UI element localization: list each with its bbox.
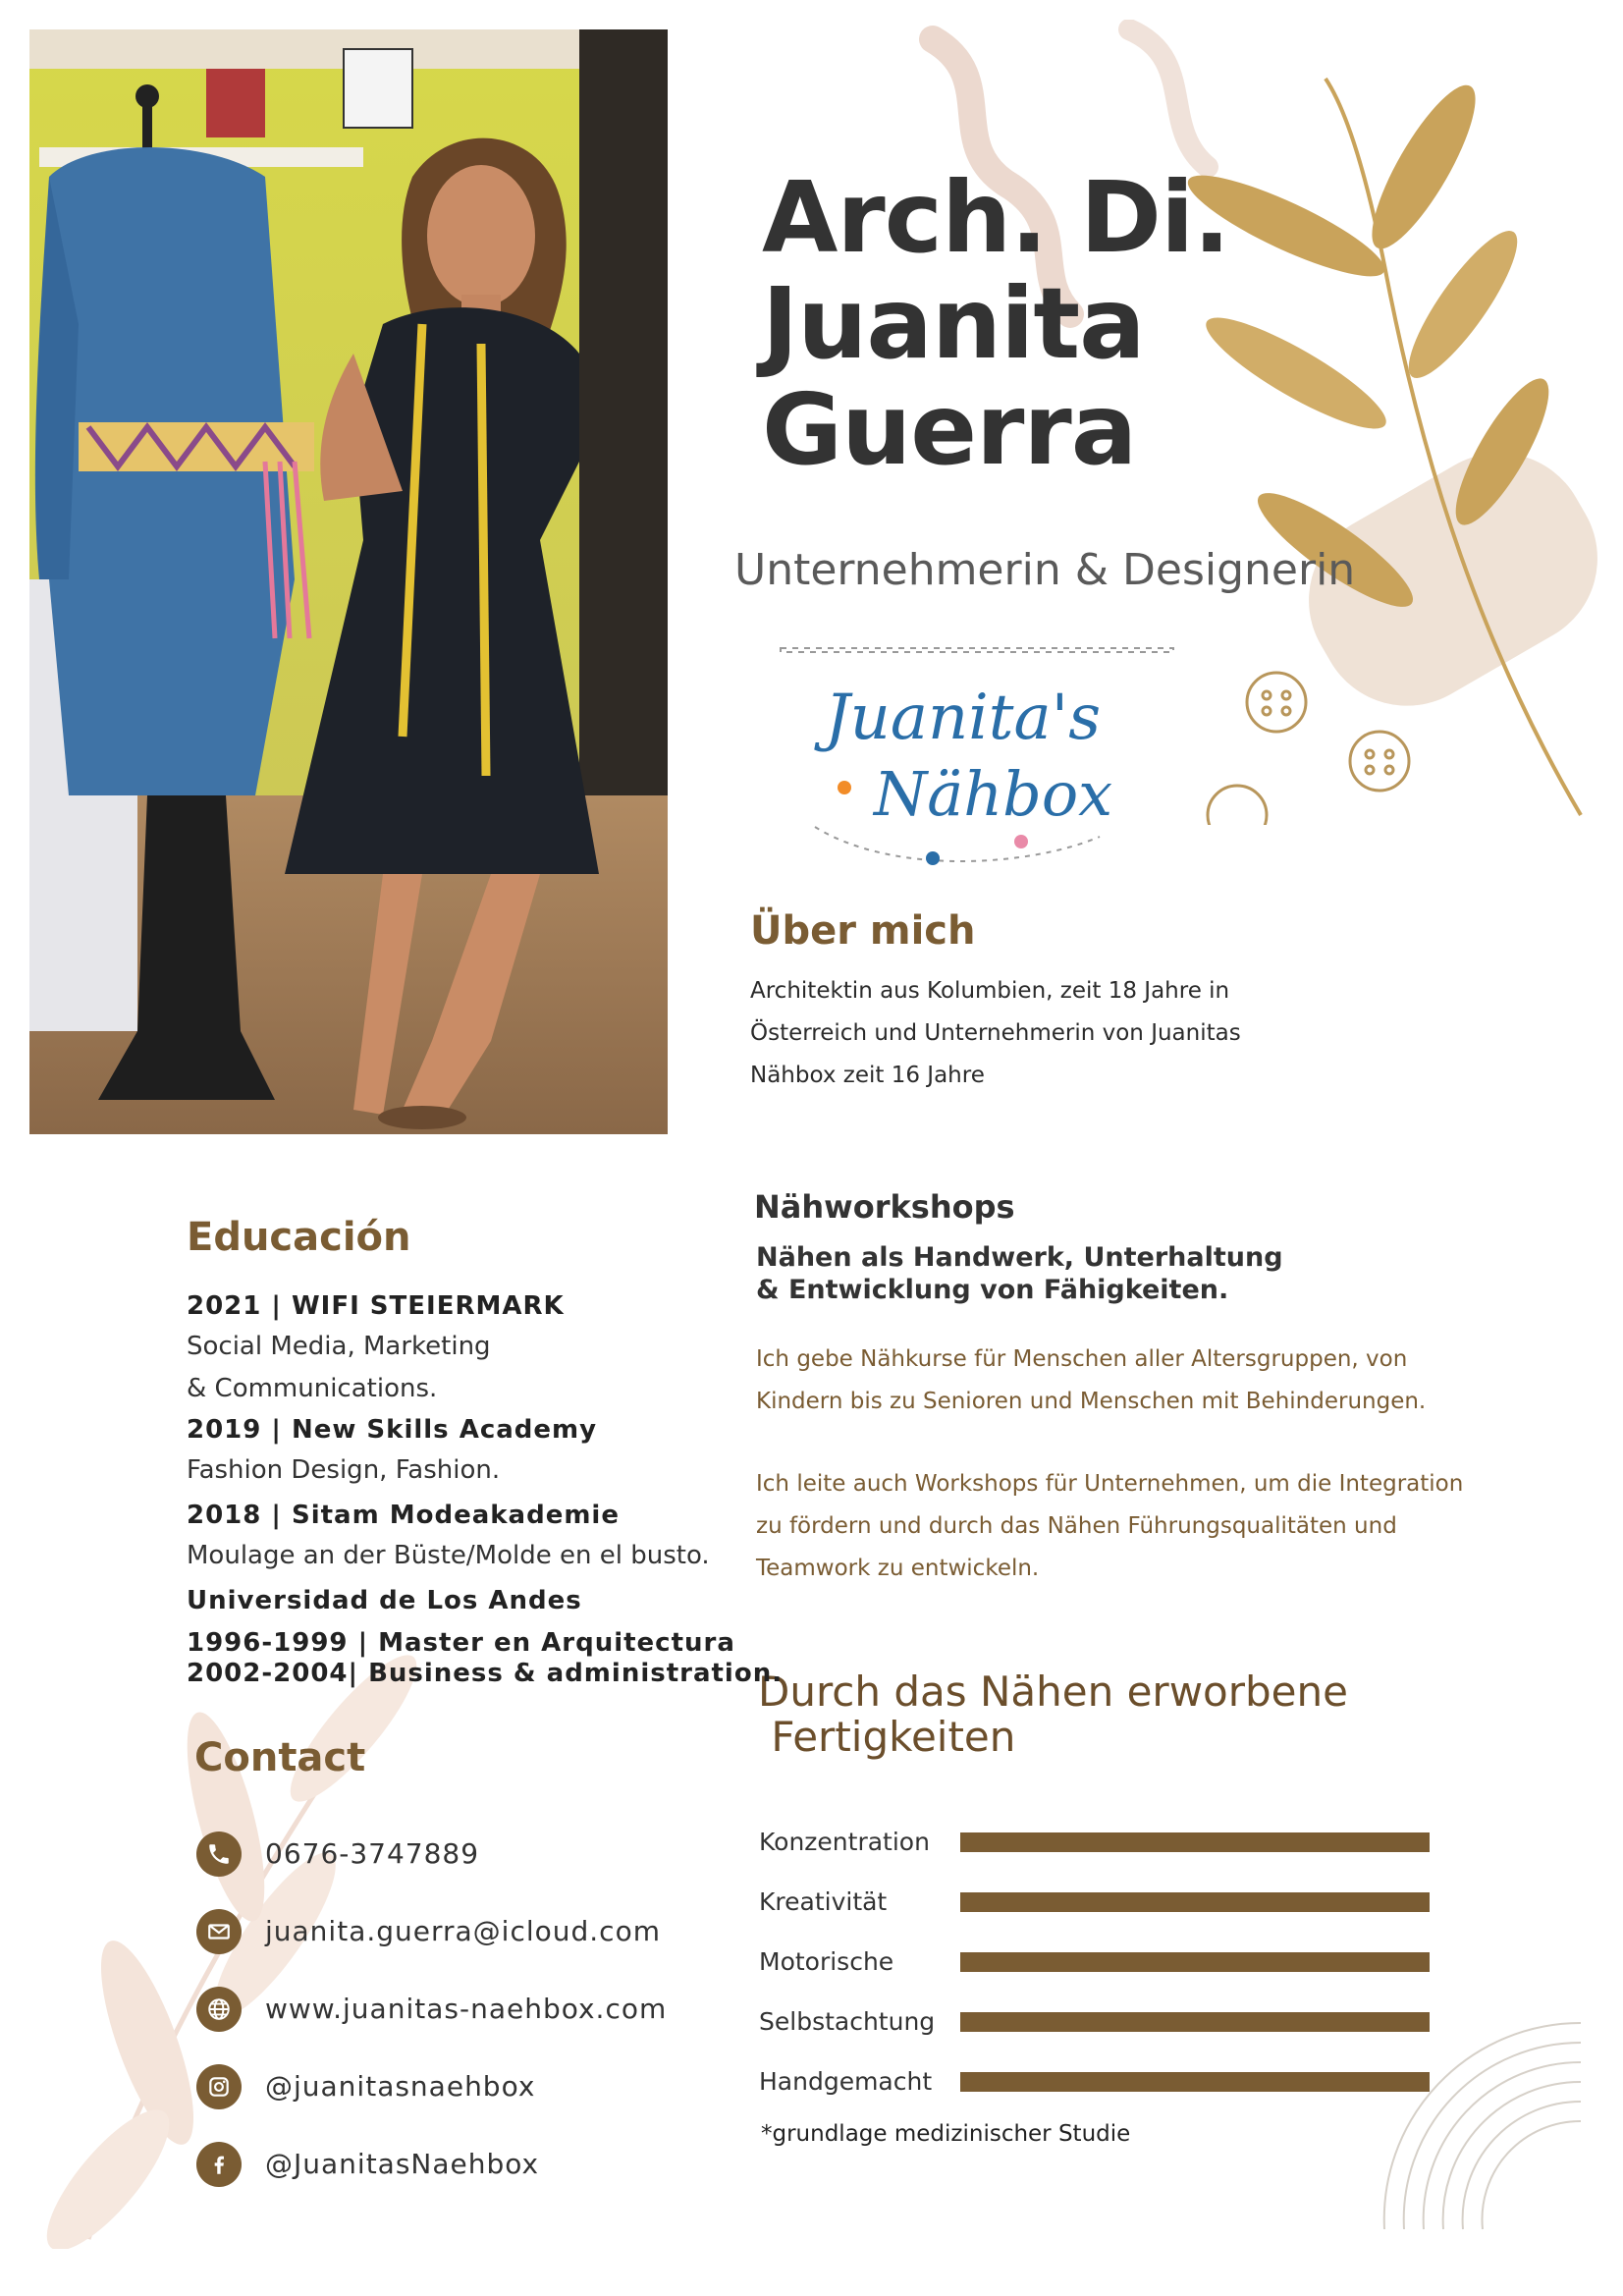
skill-label: Kreativität	[759, 1887, 888, 1916]
education-title: Educación	[187, 1215, 411, 1260]
profile-photo	[29, 29, 668, 1134]
email-icon	[196, 1909, 242, 1954]
skill-bar	[960, 2012, 1430, 2032]
logo-line-2: Nähbox	[874, 758, 1113, 830]
education-detail: & Communications.	[187, 1374, 438, 1403]
workshops-subtitle	[756, 1241, 1283, 1306]
contact-facebook[interactable]	[196, 2125, 667, 2203]
workshops-paragraph	[756, 1339, 1502, 1423]
instagram-icon	[196, 2064, 242, 2109]
skill-label: Motorische	[759, 1947, 894, 1976]
education-heading: 2019 | New Skills Academy	[187, 1415, 598, 1445]
contact-title: Contact	[194, 1735, 366, 1780]
skill-label: Handgemacht	[759, 2067, 933, 2096]
skill-row	[759, 1812, 1446, 1872]
skill-row	[759, 1872, 1446, 1932]
about-text	[750, 970, 1339, 1097]
skill-bar	[960, 1892, 1430, 1912]
education-list	[187, 1286, 784, 1689]
phone-icon	[196, 1831, 242, 1877]
skill-row	[759, 2051, 1446, 2111]
brand-logo	[776, 640, 1178, 876]
skills-footnote: *grundlage medizinischer Studie	[761, 2121, 1131, 2147]
about-line: Architektin aus Kolumbien, zeit 18 Jahre in	[750, 978, 1230, 1004]
paragraph-line: Kindern bis zu Senioren und Menschen mit Behinderungen.	[756, 1389, 1427, 1414]
education-detail: Social Media, Marketing	[187, 1332, 491, 1361]
education-heading: 2018 | Sitam Modeakademie	[187, 1501, 620, 1530]
skills-title-line: Fertigkeiten	[758, 1713, 1016, 1761]
name-line: Arch. Di.	[762, 160, 1230, 275]
skill-label: Konzentration	[759, 1828, 930, 1856]
phone-number: 0676-3747889	[265, 1837, 480, 1870]
skill-row	[759, 1932, 1446, 1992]
logo-line-1: Juanita's	[825, 682, 1102, 754]
workshops-paragraph	[756, 1463, 1502, 1590]
paragraph-line: Ich leite auch Workshops für Unternehmen, um die Integration	[756, 1471, 1464, 1497]
skill-row	[759, 1992, 1446, 2051]
about-line: Nähbox zeit 16 Jahre	[750, 1063, 985, 1088]
facebook-handle: @JuanitasNaehbox	[265, 2148, 540, 2180]
education-heading: 2002-2004| Business & administration.	[187, 1659, 784, 1688]
skills-list	[759, 1812, 1446, 2111]
paragraph-line: Ich gebe Nähkurse für Menschen aller Altersgruppen, von	[756, 1346, 1408, 1372]
skill-bar	[960, 1952, 1430, 1972]
email-address: juanita.guerra@icloud.com	[265, 1915, 661, 1947]
education-heading: 2021 | WIFI STEIERMARK	[187, 1291, 565, 1321]
website-url: www.juanitas-naehbox.com	[265, 1993, 668, 2025]
facebook-icon	[196, 2142, 242, 2187]
about-title: Über mich	[750, 908, 976, 954]
job-title: Unternehmerin & Designerin	[734, 545, 1356, 595]
education-detail: Moulage an der Büste/Molde en el busto.	[187, 1541, 710, 1570]
skills-title-line: Durch das Nähen erworbene	[758, 1667, 1348, 1716]
paragraph-line: zu fördern und durch das Nähen Führungsqualitäten und	[756, 1513, 1397, 1539]
person-name	[762, 160, 1508, 487]
skills-title	[758, 1669, 1348, 1760]
skill-bar	[960, 2072, 1430, 2092]
skill-label: Selbstachtung	[759, 2007, 936, 2036]
contact-website[interactable]	[196, 1970, 667, 2048]
globe-icon	[196, 1987, 242, 2032]
instagram-handle: @juanitasnaehbox	[265, 2070, 536, 2103]
name-line: Juanita	[762, 266, 1145, 381]
education-detail: Fashion Design, Fashion.	[187, 1455, 501, 1485]
paragraph-line: Teamwork zu entwickeln.	[756, 1556, 1040, 1581]
education-heading: 1996-1999 | Master en Arquitectura	[187, 1628, 735, 1658]
skill-bar	[960, 1832, 1430, 1852]
workshops-subtitle-line: Nähen als Handwerk, Unterhaltung	[756, 1242, 1283, 1273]
education-heading: Universidad de Los Andes	[187, 1586, 582, 1615]
workshops-subtitle-line: & Entwicklung von Fähigkeiten.	[756, 1275, 1229, 1305]
workshops-title: Nähworkshops	[754, 1188, 1015, 1226]
contact-phone[interactable]	[196, 1815, 667, 1892]
name-line: Guerra	[762, 372, 1137, 487]
contact-list	[196, 1815, 667, 2203]
contact-instagram[interactable]	[196, 2048, 667, 2125]
about-line: Österreich und Unternehmerin von Juanitas	[750, 1020, 1241, 1046]
contact-email[interactable]	[196, 1892, 667, 1970]
